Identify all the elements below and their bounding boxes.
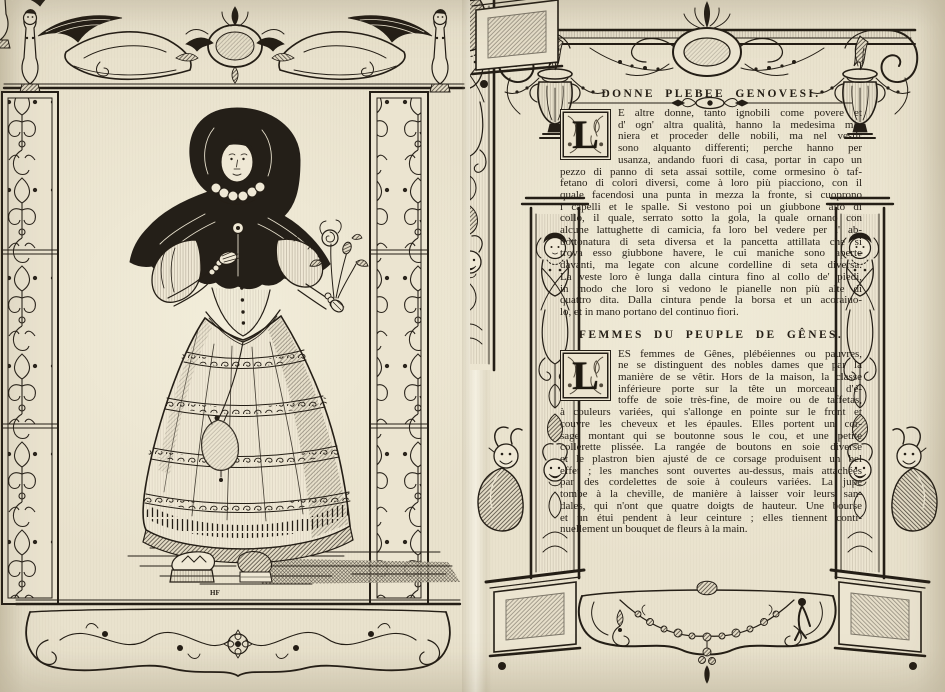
- text-line: usanza, andando fuori di casa, portar in capo un: [618, 153, 862, 166]
- right-page: [470, 0, 945, 692]
- pedestal-left-ornament: [486, 570, 584, 670]
- french-drop-cap: [560, 350, 611, 401]
- text-line: sage montant qui se boutonne sous le cou, et une petite: [560, 429, 862, 442]
- text-line: couvre les cheveux et les épaules. Elles portent un cor-: [560, 417, 862, 430]
- text-line: tombe à la cheville, de manière à laisser voir leurs san-: [560, 488, 862, 501]
- left-frame-bottom-band-ornament: [16, 600, 460, 676]
- text-line: nuellement un bouquet de fleurs à la main.: [560, 523, 748, 536]
- harpy-left-ornament: [20, 9, 122, 92]
- bottom-valance-ornament: [579, 581, 836, 683]
- italian-drop-cap: [560, 109, 611, 160]
- text-line: quattro dita. Dalla cintura pende la borsa et un acoraiuo-: [560, 294, 862, 307]
- text-column: [560, 88, 862, 536]
- text-line: La veste loro è lunga dalla cintura fino al collo de' piedi,: [560, 270, 862, 283]
- putto-ornament: [795, 598, 810, 640]
- text-line: davanti, ma legate con alcune cordelline di seta diversa.: [560, 259, 862, 272]
- engraver-monogram: HF: [210, 589, 220, 597]
- text-line: ES femmes de Gênes, plébéiennes ou pauvres,: [618, 347, 862, 360]
- satyr-right-ornament: [892, 427, 937, 531]
- text-line: et le plastron bien ajusté de ce corsage produisent un bel: [560, 452, 862, 465]
- text-line: toffe de soie très-fine, de moire ou de taffetas,: [618, 394, 862, 407]
- crest-palmette-ornament: [684, 2, 730, 28]
- left-frame-right-column-ornament: [370, 92, 428, 604]
- text-line: trova esso giubbone havere, le cui maniche sono aperte: [560, 247, 862, 260]
- garland-pendant-ornament: [699, 641, 716, 683]
- text-line: à couleurs variées, qui s'allonge en pointe sur le front et: [560, 406, 862, 419]
- left-frame-top-band-ornament: [0, 0, 464, 92]
- french-section-heading: FEMMES DU PEUPLE DE GÊNES.: [578, 328, 844, 341]
- text-line: fetano di colori diversi, come à loro più piacciono, con il: [560, 177, 862, 190]
- drop-cap-letter: L: [572, 352, 599, 398]
- text-line: manière de se vêtir. Hors de la maison, la classe: [618, 371, 862, 384]
- text-line: par des cordelettes de soie à couleurs variées. La jupe: [560, 476, 862, 489]
- text-line: quale facendosi una punta in mezza la fronte, si cuoprono: [560, 188, 862, 201]
- text-line: pezzo di panno di seta assai sottile, come ormesino ò taf-: [560, 165, 862, 178]
- text-line: ne se distinguent des nobles dames que par la: [618, 359, 862, 372]
- drop-cap-letter: L: [572, 112, 599, 157]
- text-line: i capelli et le spalle. Si vestono poi un giubbone alto di: [560, 200, 862, 213]
- section-separator-ornament: [560, 95, 860, 111]
- satyr-left-ornament: [478, 427, 523, 531]
- left-frame-left-column-ornament: [2, 92, 58, 604]
- harpy-right-ornament: [348, 9, 450, 92]
- text-line: effet ; les manches sont ouvertes au-dessus, mais attachées: [560, 464, 862, 477]
- italian-section-heading: DONNE PLEBEE GENOVESI.: [601, 88, 821, 100]
- husk-pendant-ornament: [617, 610, 623, 632]
- text-line: alcune lattughette di camicia, fa loro bel vedere per l' ab-: [560, 224, 862, 237]
- french-paragraph: [560, 349, 862, 536]
- text-line: et un étui pendent à leur ceinture ; elles tiennent conti-: [560, 511, 862, 524]
- text-line: collo, il quale, serrato sotto la gola, la quale ornano con: [560, 212, 862, 225]
- valance-rosette-ornament: [224, 630, 252, 658]
- text-line: sono alquanto differenti; perche hanno per: [618, 142, 862, 155]
- skirt: [143, 316, 353, 563]
- pedestal-right-ornament: [831, 570, 929, 670]
- text-line: E altre donne, tanto ignobili come povere et: [618, 107, 862, 119]
- text-line: d' ogn' altra qualità, hanno la medesima ma-: [618, 118, 862, 131]
- brooch: [233, 223, 244, 234]
- left-plate-engraving: [0, 0, 470, 692]
- text-line: niera et proceder delle nobili, ma nel vestir: [618, 130, 862, 143]
- text-line: in modo che loro si vedono le pianelle non più alte di: [560, 282, 862, 295]
- text-line: collerette plissée. La rangée de boutons en soie diverse: [560, 441, 862, 454]
- text-line: lo, et in mano portano del continuo fiori.: [560, 305, 739, 318]
- left-arm: [276, 236, 345, 314]
- left-page: [0, 0, 470, 692]
- italian-paragraph: [560, 108, 862, 319]
- text-line: bottonatura di seta diversa et la pancetta attillata che si: [560, 235, 862, 248]
- text-line: inférieure porte sur la tête un morceau d'é-: [618, 382, 862, 395]
- text-line: dales, qui n'ont que quatre doigts de hauteur. Une bourse: [560, 499, 862, 512]
